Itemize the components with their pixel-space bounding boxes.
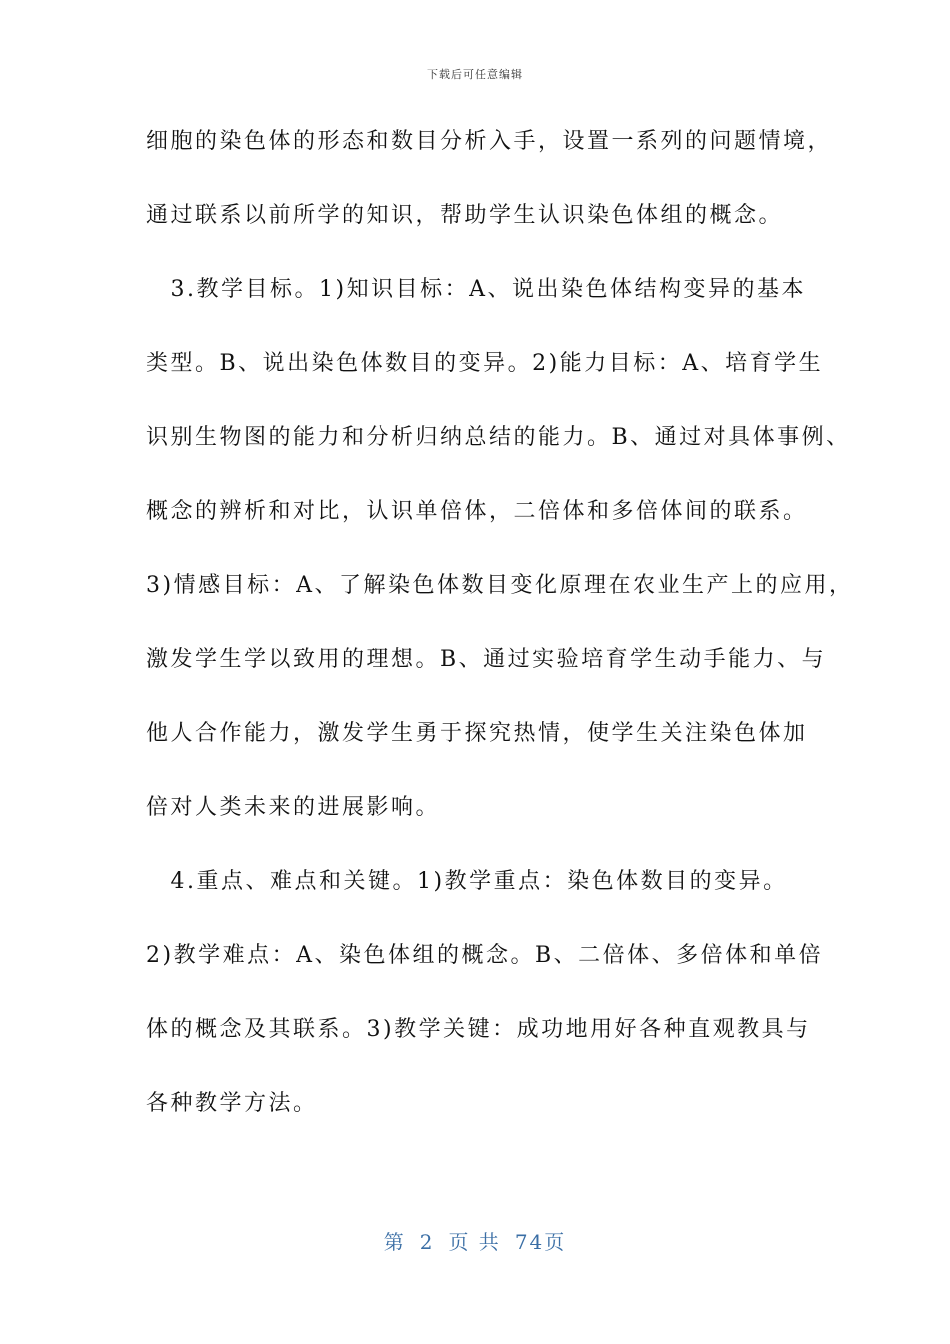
text-line: 类型。B、说出染色体数目的变异。2)能力目标：A、培育学生: [146, 351, 824, 376]
footer-prefix: 第: [383, 1230, 406, 1254]
text-line: 通过联系以前所学的知识，帮助学生认识染色体组的概念。: [146, 203, 784, 228]
text-line: 2)教学难点：A、染色体组的概念。B、二倍体、多倍体和单倍: [146, 943, 824, 968]
text-line: 体的概念及其联系。3)教学关键：成功地用好各种直观教具与: [146, 1017, 811, 1042]
footer-page-number: 2: [419, 1230, 435, 1254]
page-header: 下载后可任意编辑: [427, 68, 523, 81]
footer-total-pages: 74页: [514, 1230, 567, 1254]
footer-middle: 页 共: [448, 1230, 501, 1254]
text-line: 激发学生学以致用的理想。B、通过实验培育学生动手能力、与: [146, 647, 827, 672]
text-line: 倍对人类未来的进展影响。: [146, 795, 441, 820]
text-line: 识别生物图的能力和分析归纳总结的能力。B、通过对具体事例、: [146, 425, 851, 450]
text-line: 概念的辨析和对比，认识单倍体，二倍体和多倍体间的联系。: [146, 499, 808, 524]
text-line: 4.重点、难点和关键。1)教学重点：染色体数目的变异。: [146, 869, 788, 894]
text-line: 他人合作能力，激发学生勇于探究热情，使学生关注染色体加: [146, 721, 808, 746]
document-body: [146, 120, 854, 1156]
page-footer: [0, 1226, 950, 1255]
text-line: 3.教学目标。1)知识目标：A、说出染色体结构变异的基本: [146, 277, 806, 302]
text-line: 各种教学方法。: [146, 1091, 318, 1116]
text-line: 细胞的染色体的形态和数目分析入手，设置一系列的问题情境，: [146, 129, 833, 154]
text-line: 3)情感目标：A、了解染色体数目变化原理在农业生产上的应用，: [146, 573, 854, 598]
